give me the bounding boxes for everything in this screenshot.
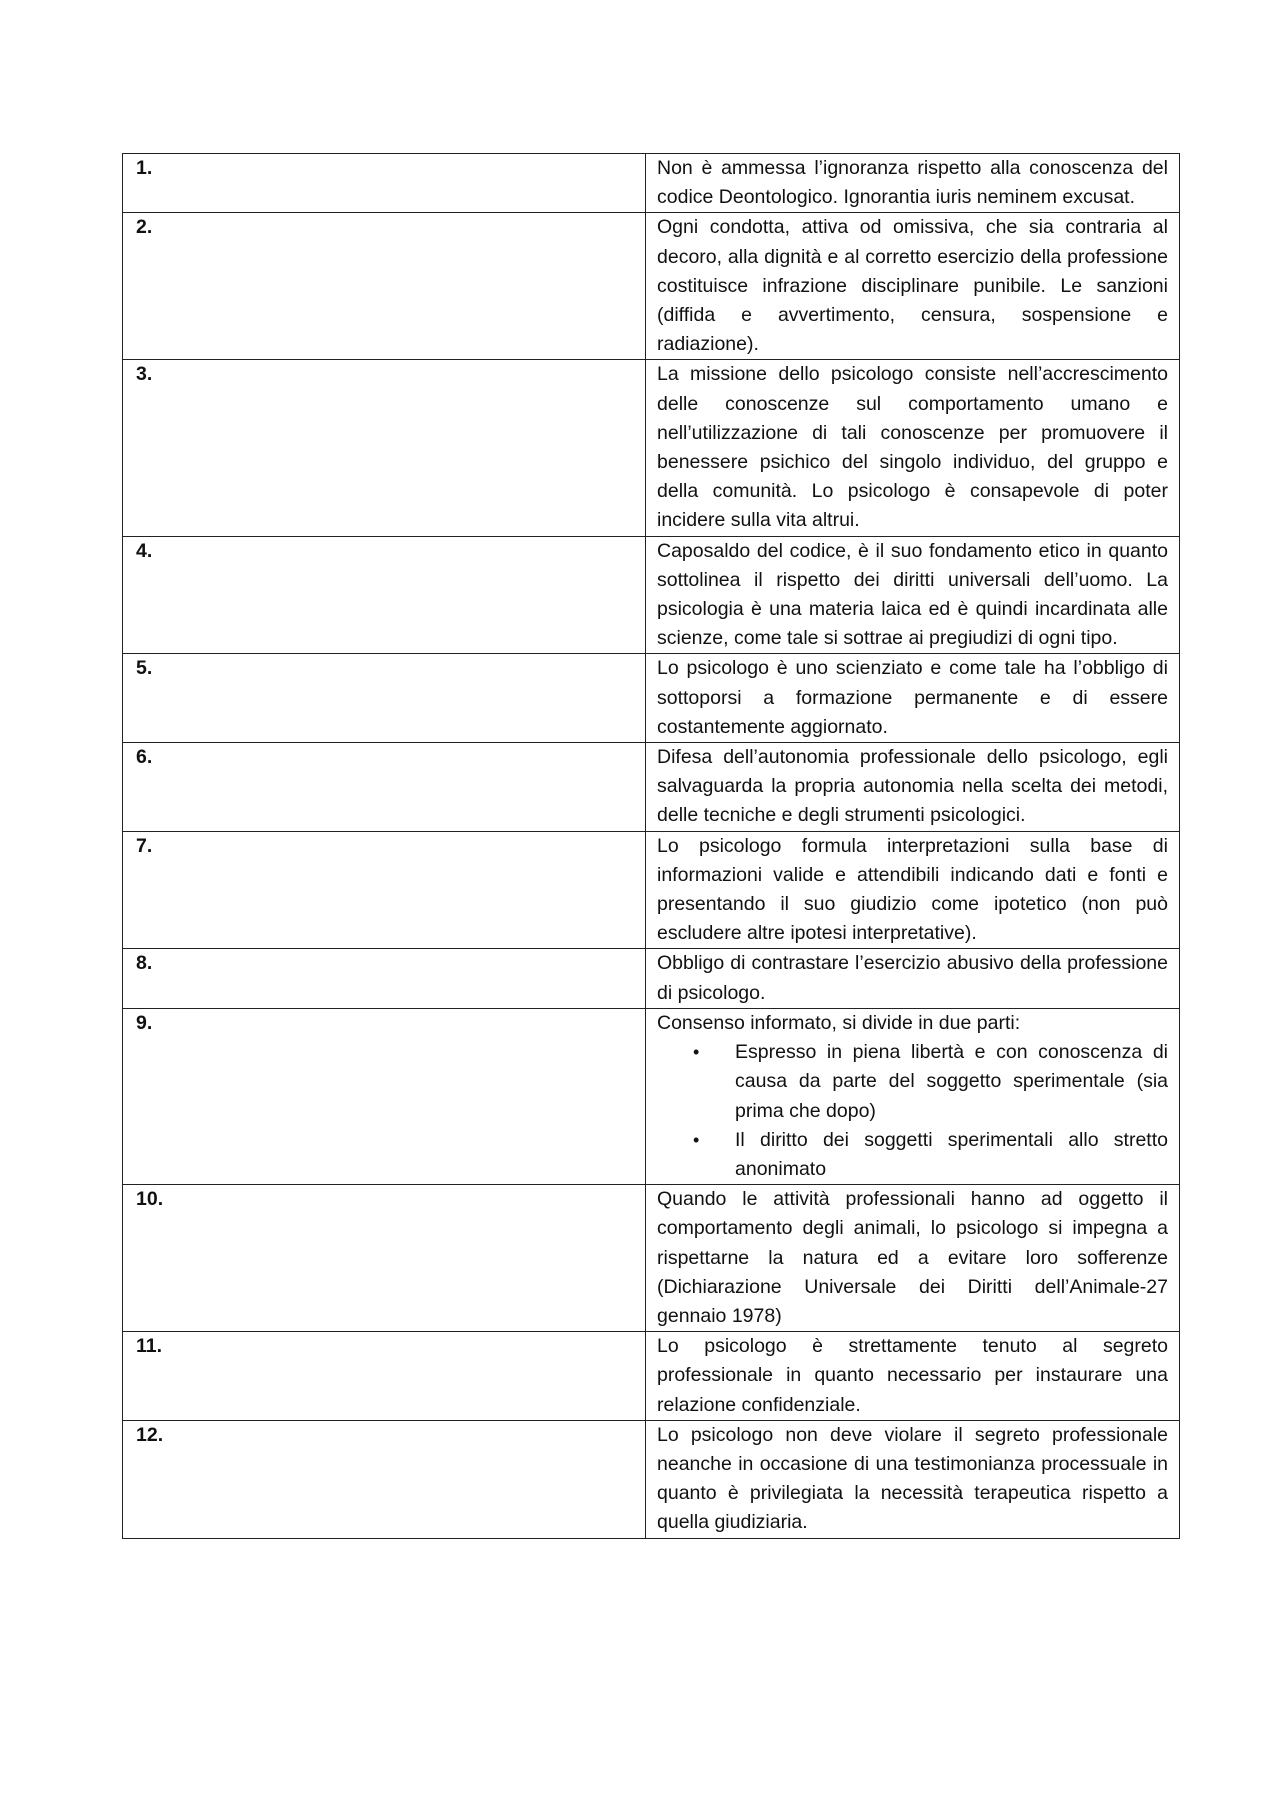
table-row [123, 360, 1180, 536]
table-row [123, 154, 1180, 213]
article-number: 10. [123, 1185, 646, 1332]
article-description: Ogni condotta, attiva od omissiva, che sia contraria al decoro, alla dignità e al corretto esercizio della professione costituisce infrazione disciplinare punibile. Le sanzioni (diffida e avvertimento, censura, sospensione e radiazione). [646, 213, 1180, 360]
article-number: 12. [123, 1420, 646, 1538]
article-description: Caposaldo del codice, è il suo fondamento etico in quanto sottolinea il rispetto dei diritti universali dell’uomo. La psicologia è una materia laica ed è quindi incardinata alle scienze, come tale si sottrae ai pregiudizi di ogni tipo. [646, 536, 1180, 654]
article-description: Non è ammessa l’ignoranza rispetto alla conoscenza del codice Deontologico. Ignorantia iuris neminem excusat. [646, 154, 1180, 213]
article-description [646, 1008, 1180, 1184]
article-description: Obbligo di contrastare l’esercizio abusivo della professione di psicologo. [646, 949, 1180, 1008]
article-description: Lo psicologo è uno scienziato e come tale ha l’obbligo di sottoporsi a formazione permanente e di essere costantemente aggiornato. [646, 654, 1180, 743]
list-item [657, 1038, 1168, 1126]
table-row [123, 536, 1180, 654]
article-number: 11. [123, 1332, 646, 1421]
table-row [123, 831, 1180, 949]
article-number: 8. [123, 949, 646, 1008]
bullet-icon: • [693, 1042, 700, 1063]
list-item-text: Espresso in piena libertà e con conoscenza di causa da parte del soggetto sperimentale (sia prima che dopo) [735, 1041, 1168, 1122]
article-number: 4. [123, 536, 646, 654]
table-row [123, 743, 1180, 832]
article-description: Lo psicologo è strettamente tenuto al segreto professionale in quanto necessario per instaurare una relazione confidenziale. [646, 1332, 1180, 1421]
table-row [123, 1008, 1180, 1184]
article-number: 1. [123, 154, 646, 213]
article-number: 9. [123, 1008, 646, 1184]
article-description: Quando le attività professionali hanno ad oggetto il comportamento degli animali, lo psicologo si impegna a rispettarne la natura ed a evitare loro sofferenze (Dichiarazione Universale dei Diritti dell’Animale-27 gennaio 1978) [646, 1185, 1180, 1332]
consent-intro: Consenso informato, si divide in due parti: [657, 1011, 1021, 1034]
article-number: 7. [123, 831, 646, 949]
list-item [657, 1126, 1168, 1184]
article-description: La missione dello psicologo consiste nell’accrescimento delle conoscenze sul comportamento umano e nell’utilizzazione di tali conoscenze per promuovere il benessere psichico del singolo individuo, del gruppo e della comunità. Lo psicologo è consapevole di poter incidere sulla vita altrui. [646, 360, 1180, 536]
article-number: 2. [123, 213, 646, 360]
article-number: 6. [123, 743, 646, 832]
table-row [123, 654, 1180, 743]
table-row [123, 949, 1180, 1008]
article-description: Lo psicologo formula interpretazioni sulla base di informazioni valide e attendibili indicando dati e fonti e presentando il suo giudizio come ipotetico (non può escludere altre ipotesi interpretative). [646, 831, 1180, 949]
article-description: Lo psicologo non deve violare il segreto professionale neanche in occasione di una testimonianza processuale in quanto è privilegiata la necessità terapeutica rispetto a quella giudiziaria. [646, 1420, 1180, 1538]
table-row [123, 1332, 1180, 1421]
table-row [123, 1185, 1180, 1332]
table-row [123, 1420, 1180, 1538]
table-row [123, 213, 1180, 360]
bullet-icon: • [693, 1129, 700, 1150]
consent-bullet-list [657, 1038, 1168, 1184]
article-description: Difesa dell’autonomia professionale dello psicologo, egli salvaguarda la propria autonomia nella scelta dei metodi, delle tecniche e degli strumenti psicologici. [646, 743, 1180, 832]
articles-table [122, 153, 1180, 1539]
article-number: 3. [123, 360, 646, 536]
article-number: 5. [123, 654, 646, 743]
list-item-text: Il diritto dei soggetti sperimentali allo stretto anonimato [735, 1128, 1168, 1180]
